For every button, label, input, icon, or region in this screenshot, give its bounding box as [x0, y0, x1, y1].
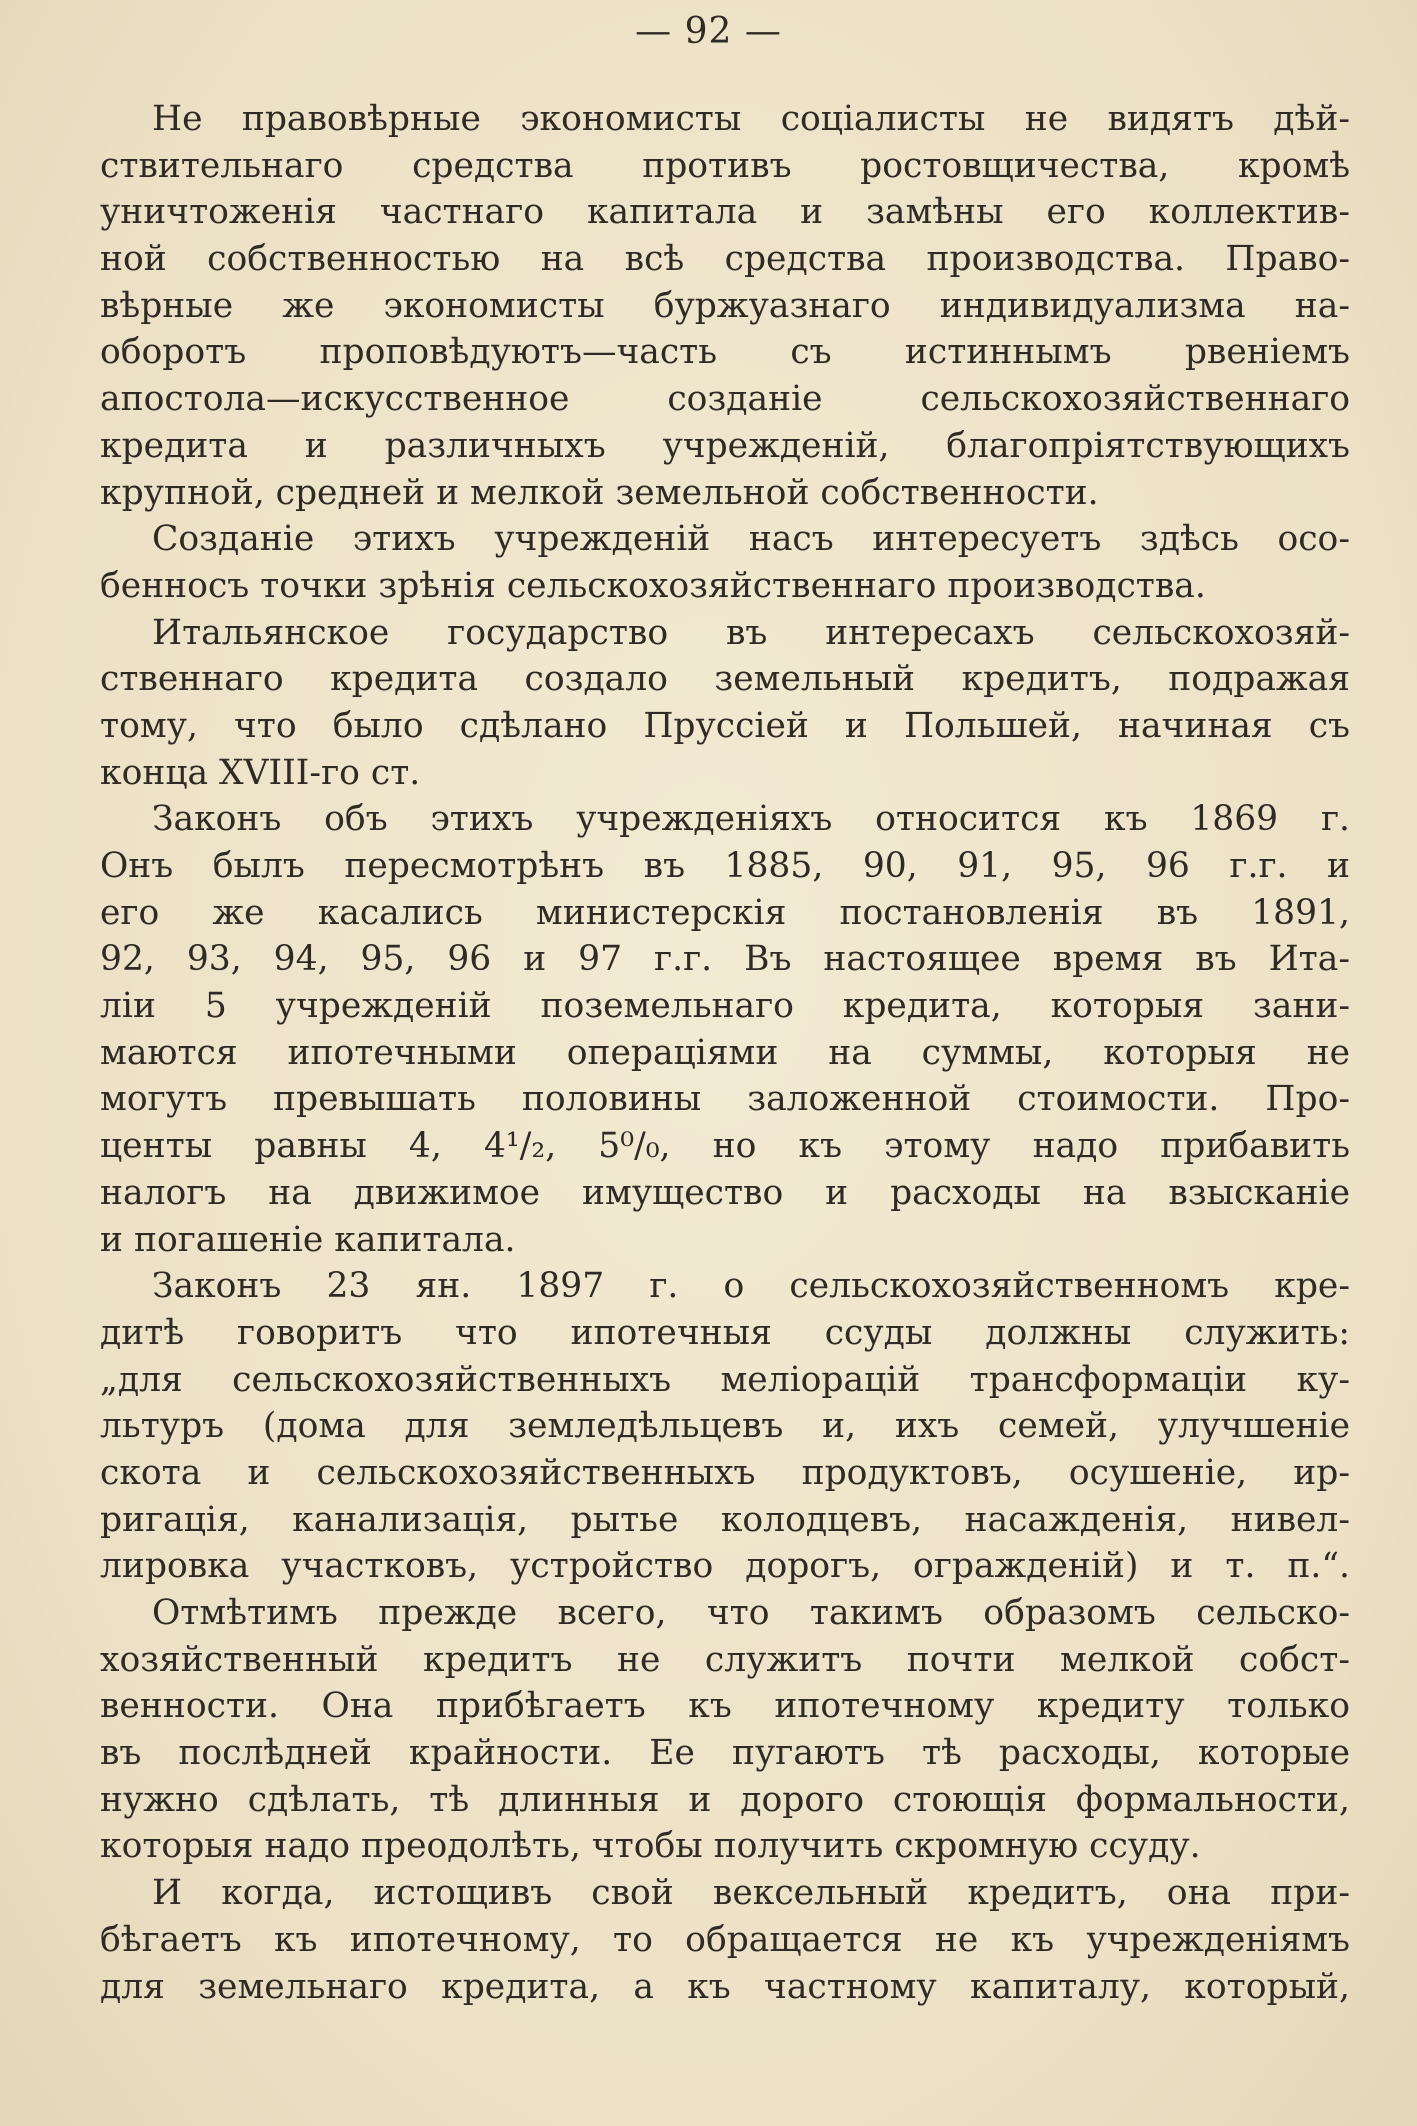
- text-line: крупной, средней и мелкой земельной собственности.: [100, 472, 1099, 513]
- text-line: апостола—искусственное созданіе сельскохозяйственнаго: [100, 379, 1350, 420]
- text-line: льтуръ (дома для земледѣльцевъ и, ихъ семей, улучшеніе: [100, 1406, 1350, 1447]
- text-line: кредита и различныхъ учрежденій, благопріятствующихъ: [100, 425, 1350, 466]
- text-line: и погашеніе капитала.: [100, 1219, 516, 1260]
- text-line: Созданіе этихъ учрежденій насъ интересуетъ здѣсь осо-: [152, 519, 1350, 560]
- text-line: бенносъ точки зрѣнія сельскохозяйственнаго производства.: [100, 565, 1206, 606]
- text-line: тому, что было сдѣлано Пруссіей и Польшей, начиная съ: [100, 705, 1350, 746]
- text-line: нужно сдѣлать, тѣ длинныя и дорого стоющія формальности,: [100, 1779, 1350, 1820]
- text-line: венности. Она прибѣгаетъ къ ипотечному кредиту только: [100, 1686, 1350, 1727]
- text-line: для земельнаго кредита, а къ частному капиталу, который,: [100, 1966, 1350, 2007]
- text-line: конца XVIII-го ст.: [100, 752, 421, 793]
- text-line: ліи 5 учрежденій поземельнаго кредита, которыя зани-: [100, 986, 1350, 1027]
- text-line: Итальянское государство въ интересахъ сельскохозяй-: [152, 612, 1350, 653]
- body-text: [100, 96, 1350, 2010]
- text-line: Законъ 23 ян. 1897 г. о сельскохозяйственномъ кре-: [152, 1266, 1350, 1307]
- text-line: Не правовѣрные экономисты соціалисты не видятъ дѣй-: [152, 99, 1350, 139]
- text-line: „для сельскохозяйственныхъ меліорацій трансформаціи ку-: [100, 1359, 1350, 1400]
- text-line: уничтоженія частнаго капитала и замѣны его коллектив-: [100, 192, 1350, 233]
- text-line: ственнаго кредита создало земельный кредитъ, подражая: [100, 659, 1350, 700]
- text-line: ствительнаго средства противъ ростовщичества, кромѣ: [100, 145, 1350, 186]
- text-line: скота и сельскохозяйственныхъ продуктовъ, осушеніе, ир-: [100, 1452, 1350, 1493]
- text-line: налогъ на движимое имущество и расходы на взысканіе: [100, 1172, 1350, 1213]
- text-line: оборотъ проповѣдуютъ—часть съ истиннымъ рвеніемъ: [100, 332, 1350, 373]
- text-line: въ послѣдней крайности. Ее пугаютъ тѣ расходы, которые: [100, 1733, 1350, 1774]
- text-line: ригація, канализація, рытье колодцевъ, насажденія, нивел-: [100, 1499, 1350, 1540]
- text-line: Отмѣтимъ прежде всего, что такимъ образомъ сельско-: [152, 1593, 1350, 1633]
- text-line: маются ипотечными операціями на суммы, которыя не: [100, 1032, 1350, 1073]
- text-line: ной собственностью на всѣ средства производства. Право-: [100, 239, 1350, 280]
- text-line: Онъ былъ пересмотрѣнъ въ 1885, 90, 91, 95, 96 г.г. и: [100, 846, 1350, 886]
- text-line: дитѣ говоритъ что ипотечныя ссуды должны служить:: [100, 1312, 1350, 1353]
- text-line: вѣрные же экономисты буржуазнаго индивидуализма на-: [100, 285, 1350, 326]
- text-line: центы равны 4, 4¹/₂, 5⁰/₀, но къ этому надо прибавить: [100, 1126, 1350, 1167]
- text-line: его же касались министерскія постановленія въ 1891,: [100, 892, 1350, 933]
- text-line: лировка участковъ, устройство дорогъ, огражденій) и т. п.“.: [100, 1546, 1350, 1587]
- page-number: — 92 —: [635, 11, 782, 52]
- text-line: 92, 93, 94, 95, 96 и 97 г.г. Въ настоящее время въ Ита-: [100, 939, 1350, 980]
- text-line: которыя надо преодолѣть, чтобы получить скромную ссуду.: [100, 1826, 1201, 1867]
- text-line: бѣгаетъ къ ипотечному, то обращается не къ учрежденіямъ: [100, 1919, 1350, 1960]
- text-line: Законъ объ этихъ учрежденіяхъ относится къ 1869 г.: [152, 799, 1350, 840]
- text-line: могутъ превышать половины заложенной стоимости. Про-: [100, 1079, 1350, 1120]
- text-line: хозяйственный кредитъ не служитъ почти мелкой собст-: [100, 1639, 1350, 1680]
- text-line: И когда, истощивъ свой вексельный кредитъ, она при-: [152, 1873, 1350, 1914]
